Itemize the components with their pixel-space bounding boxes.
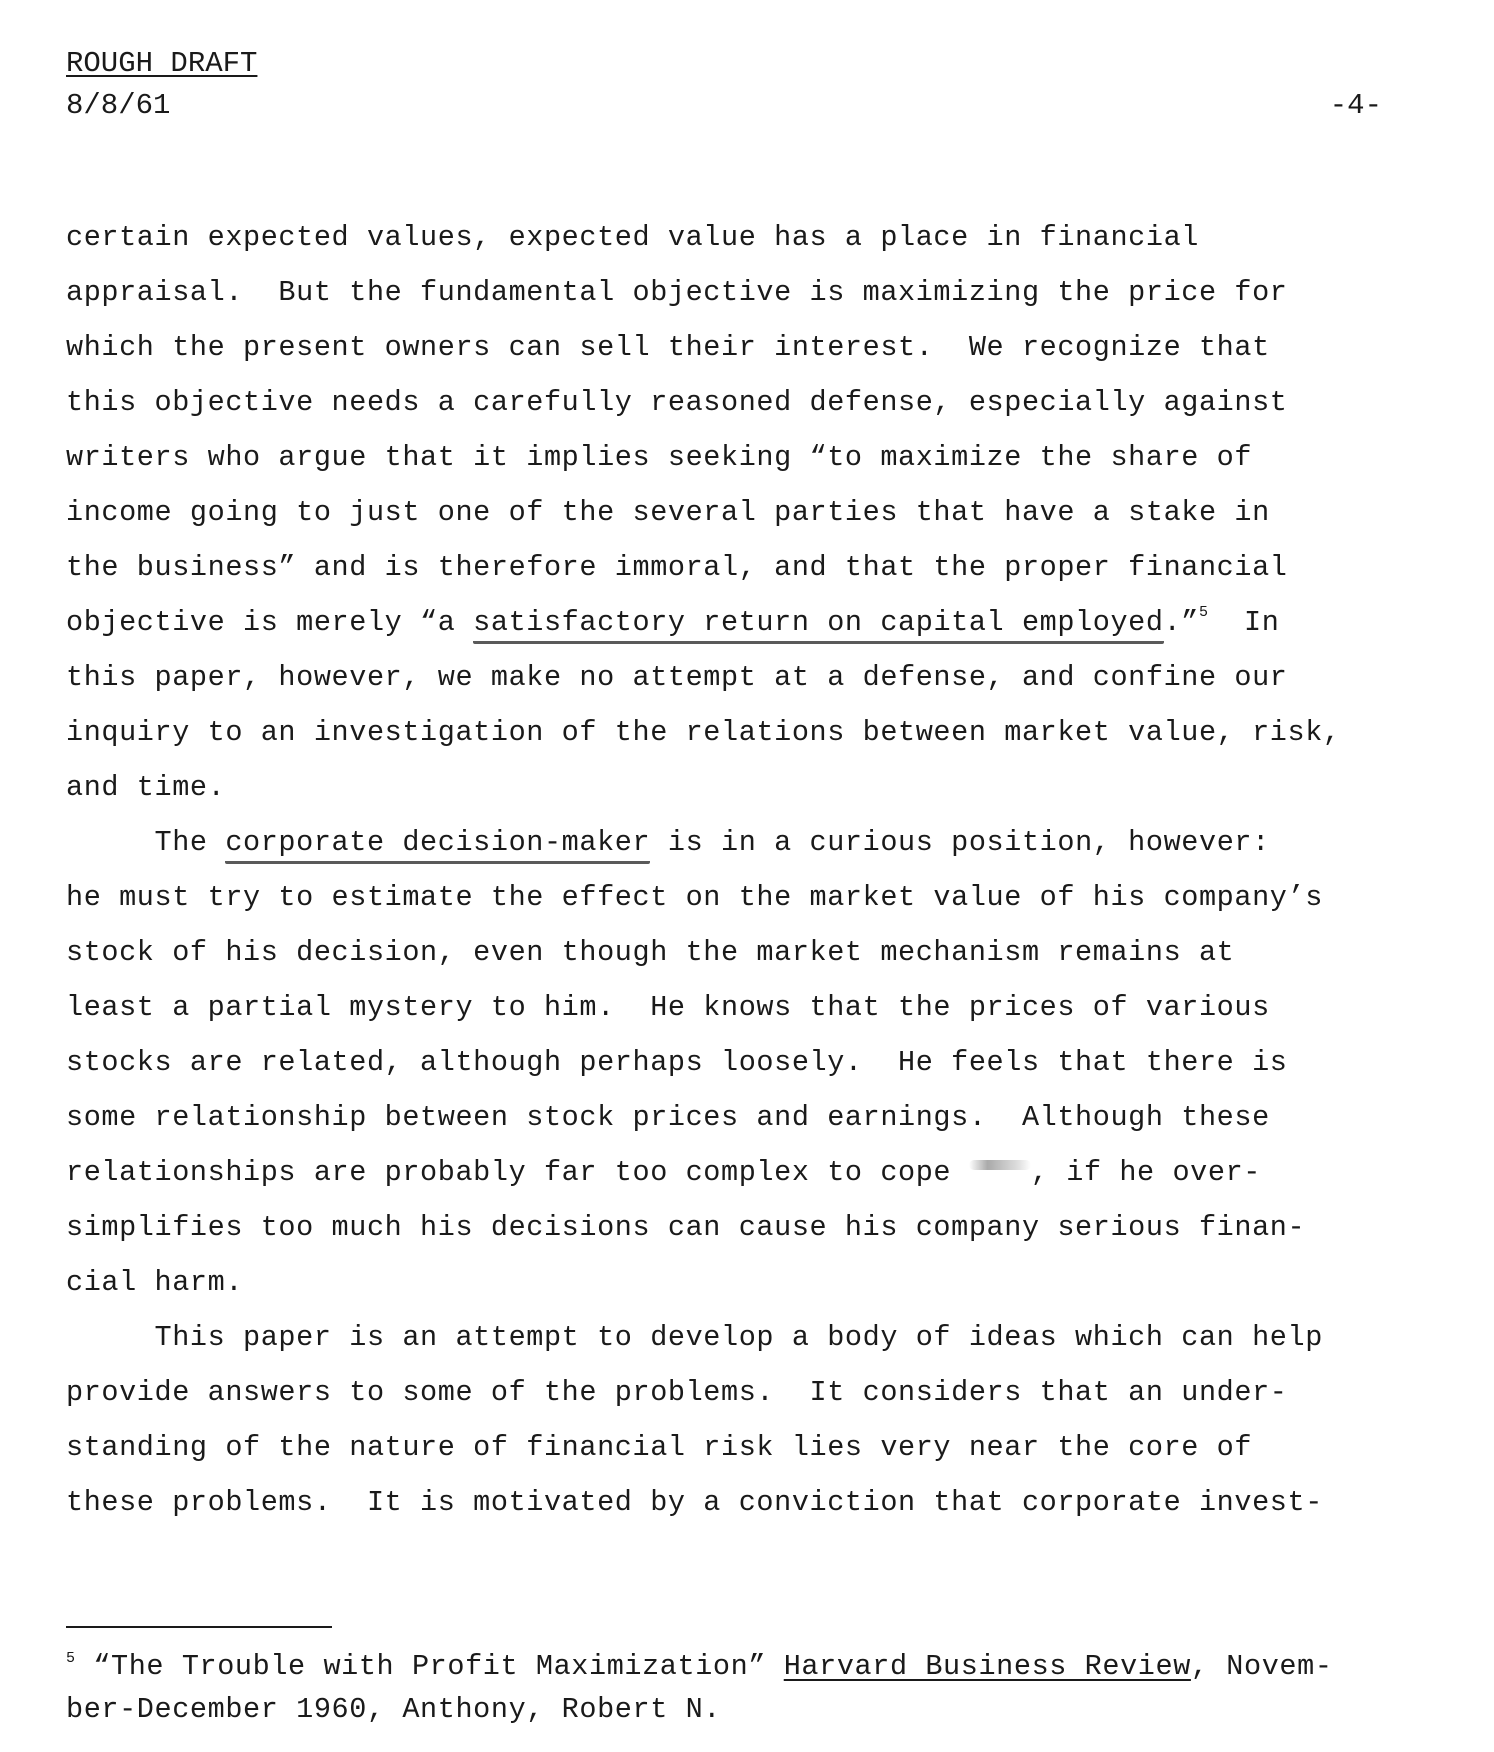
text-line: these problems. It is motivated by a conviction that corporate invest-: [66, 1486, 1323, 1519]
hand-underlined-phrase: satisfactory return on capital employed: [473, 606, 1163, 644]
text-line: provide answers to some of the problems. It considers that an under-: [66, 1376, 1288, 1409]
text-line: inquiry to an investigation of the relations between market value, risk,: [66, 716, 1341, 749]
text-segment: objective is merely “a: [66, 606, 474, 639]
text-line: this objective needs a carefully reasoned defense, especially against: [66, 386, 1288, 419]
text-line: [66, 595, 1466, 650]
text-line: [66, 815, 1466, 870]
footnote-line: ber-December 1960, Anthony, Robert N.: [66, 1693, 722, 1726]
document-date: 8/8/61: [66, 89, 171, 122]
page-number: -4-: [1329, 89, 1382, 122]
publication-title: Harvard Business Review: [783, 1650, 1191, 1683]
footnote-reference: 5: [1199, 604, 1209, 621]
erasure-smudge: [969, 1160, 1031, 1170]
text-line: standing of the nature of financial risk lies very near the core of: [66, 1431, 1253, 1464]
text-line: he must try to estimate the effect on the market value of his company’s: [66, 881, 1323, 914]
body-text: [66, 210, 1466, 1530]
text-line: simplifies too much his decisions can cause his company serious finan-: [66, 1211, 1306, 1244]
text-line: which the present owners can sell their interest. We recognize that: [66, 331, 1270, 364]
text-line: some relationship between stock prices and earnings. Although these: [66, 1101, 1270, 1134]
footnote: [66, 1645, 1466, 1731]
text-line: stock of his decision, even though the market mechanism remains at: [66, 936, 1235, 969]
text-line: least a partial mystery to him. He knows that the prices of various: [66, 991, 1270, 1024]
text-line: stocks are related, although perhaps loosely. He feels that there is: [66, 1046, 1288, 1079]
text-line: the business” and is therefore immoral, and that the proper financial: [66, 551, 1288, 584]
footnote-number: 5: [66, 1650, 76, 1667]
text-line: appraisal. But the fundamental objective is maximizing the price for: [66, 276, 1288, 309]
text-line: writers who argue that it implies seeking “to maximize the share of: [66, 441, 1253, 474]
text-line: [66, 1145, 1466, 1200]
text-segment: , Novem-: [1190, 1650, 1333, 1683]
text-line: cial harm.: [66, 1266, 244, 1299]
text-segment: The: [66, 826, 226, 859]
text-line: this paper, however, we make no attempt at a defense, and confine our: [66, 661, 1288, 694]
hand-underlined-phrase: corporate decision-maker: [225, 826, 650, 864]
text-segment: .”: [1163, 606, 1199, 639]
text-line: This paper is an attempt to develop a body of ideas which can help: [66, 1321, 1323, 1354]
text-segment: is in a curious position, however:: [650, 826, 1270, 859]
footnote-divider: [66, 1626, 332, 1628]
text-segment: relationships are probably far too complex to cope: [66, 1156, 969, 1189]
text-line: and time.: [66, 771, 226, 804]
text-segment: In: [1208, 606, 1280, 639]
text-line: income going to just one of the several parties that have a stake in: [66, 496, 1270, 529]
text-segment: , if he over-: [1030, 1156, 1261, 1189]
text-segment: “The Trouble with Profit Maximization”: [75, 1650, 784, 1683]
text-line: certain expected values, expected value has a place in financial: [66, 221, 1199, 254]
draft-label: ROUGH DRAFT: [66, 47, 258, 80]
footnote-line: [66, 1645, 1466, 1688]
